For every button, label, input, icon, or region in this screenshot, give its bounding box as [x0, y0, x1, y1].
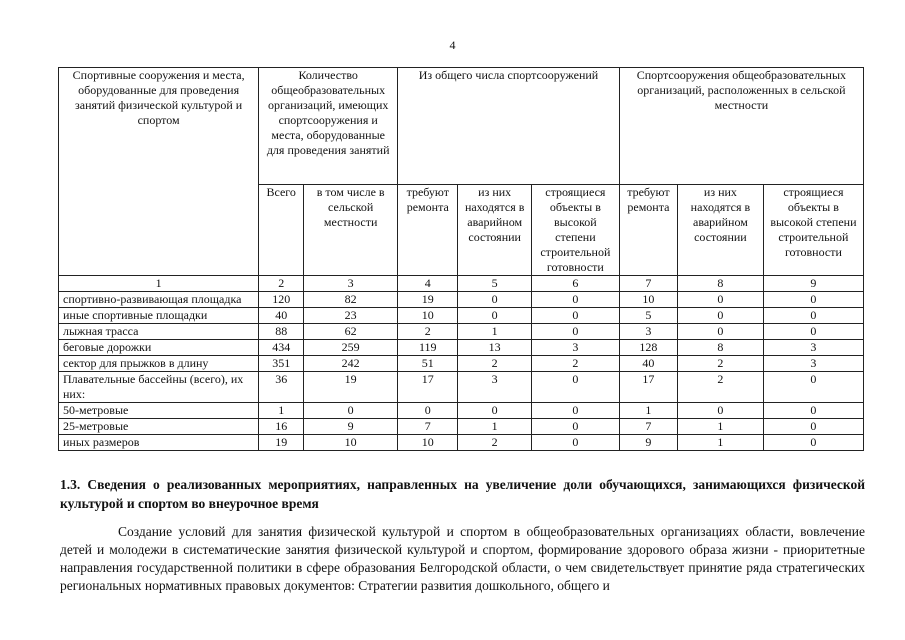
section-heading: 1.3. Сведения о реализованных мероприятиях, направленных на увеличение доли обучающихся, занимающихся физической культурой и спортом во внеурочное время	[60, 477, 865, 511]
table-cell: 2	[531, 356, 619, 372]
row-label: 50-метровые	[59, 403, 259, 419]
table-cell: 0	[763, 372, 863, 403]
row-label: иных размеров	[59, 435, 259, 451]
subheader-rural-need-repair: требуют ремонта	[619, 185, 677, 276]
table-cell: 3	[531, 340, 619, 356]
column-number: 3	[304, 276, 398, 292]
row-label: спортивно-развивающая площадка	[59, 292, 259, 308]
row-label: Плавательные бассейны (всего), их них:	[59, 372, 259, 403]
table-cell: 10	[619, 292, 677, 308]
table-cell: 40	[619, 356, 677, 372]
table-cell: 0	[458, 403, 532, 419]
table-cell: 3	[619, 324, 677, 340]
table-cell: 434	[259, 340, 304, 356]
header-facilities: Спортивные сооружения и места, оборудованные для проведения занятий физической культурой и спортом	[59, 68, 259, 276]
table-cell: 0	[763, 403, 863, 419]
table-cell: 0	[531, 419, 619, 435]
subheader-need-repair: требуют ремонта	[398, 185, 458, 276]
table-cell: 1	[678, 419, 764, 435]
column-number: 6	[531, 276, 619, 292]
table-cell: 0	[531, 308, 619, 324]
table-cell: 0	[763, 308, 863, 324]
subheader-total: Всего	[259, 185, 304, 276]
table-cell: 0	[763, 419, 863, 435]
table-cell: 7	[398, 419, 458, 435]
page-number: 4	[449, 38, 456, 52]
table-row	[59, 403, 864, 419]
table-cell: 2	[458, 356, 532, 372]
table-cell: 0	[458, 292, 532, 308]
table-cell: 1	[678, 435, 764, 451]
table-cell: 0	[678, 308, 764, 324]
column-number: 7	[619, 276, 677, 292]
table-cell: 23	[304, 308, 398, 324]
row-label: лыжная трасса	[59, 324, 259, 340]
table-row	[59, 372, 864, 403]
table-cell: 13	[458, 340, 532, 356]
table-cell: 0	[678, 403, 764, 419]
table-cell: 1	[458, 419, 532, 435]
table-row	[59, 308, 864, 324]
table-cell: 0	[531, 403, 619, 419]
subheader-emergency: из них находятся в аварийном состоянии	[458, 185, 532, 276]
body-paragraph: Создание условий для занятия физической культурой и спортом в общеобразовательных организациях области, вовлечение детей и молодежи в систематические занятия физической культурой и спортом, формирование здорового образа жизни - приоритетные направления государственной политики в сфере образования Белгородской области, о чем свидетельствует принятие ряда стратегических региональных нормативных правовых документов: Стратегии развития дошкольного, общего и	[60, 524, 865, 593]
column-number: 9	[763, 276, 863, 292]
row-label: беговые дорожки	[59, 340, 259, 356]
table-cell: 2	[458, 435, 532, 451]
table-cell: 0	[678, 292, 764, 308]
table-cell: 10	[398, 308, 458, 324]
table-cell: 19	[259, 435, 304, 451]
table-cell: 5	[619, 308, 677, 324]
row-label: 25-метровые	[59, 419, 259, 435]
table-cell: 119	[398, 340, 458, 356]
table-cell: 2	[678, 356, 764, 372]
table-cell: 10	[304, 435, 398, 451]
table-cell: 1	[259, 403, 304, 419]
table-cell: 3	[763, 356, 863, 372]
header-org-count: Количество общеобразовательных организаций, имеющих спортсооружения и места, оборудованные для проведения занятий	[259, 68, 398, 185]
row-label: сектор для прыжков в длину	[59, 356, 259, 372]
column-number: 4	[398, 276, 458, 292]
table-cell: 2	[678, 372, 764, 403]
table-cell: 0	[531, 372, 619, 403]
table-cell: 242	[304, 356, 398, 372]
table-cell: 351	[259, 356, 304, 372]
table-cell: 8	[678, 340, 764, 356]
subheader-rural-under-construction: строящиеся объекты в высокой степени строительной готовности	[763, 185, 863, 276]
table-cell: 1	[458, 324, 532, 340]
column-numbers-row	[59, 276, 864, 292]
table-cell: 51	[398, 356, 458, 372]
column-number: 2	[259, 276, 304, 292]
table-cell: 10	[398, 435, 458, 451]
table-cell: 17	[619, 372, 677, 403]
table-row	[59, 356, 864, 372]
table-cell: 0	[304, 403, 398, 419]
table-cell: 0	[531, 292, 619, 308]
table-cell: 1	[619, 403, 677, 419]
table-cell: 19	[304, 372, 398, 403]
table-cell: 128	[619, 340, 677, 356]
table-cell: 16	[259, 419, 304, 435]
column-number: 1	[59, 276, 259, 292]
table-cell: 62	[304, 324, 398, 340]
table-cell: 36	[259, 372, 304, 403]
table-cell: 0	[531, 324, 619, 340]
column-number: 8	[678, 276, 764, 292]
subheader-under-construction: строящиеся объекты в высокой степени строительной готовности	[531, 185, 619, 276]
table-cell: 7	[619, 419, 677, 435]
table-cell: 9	[304, 419, 398, 435]
column-number: 5	[458, 276, 532, 292]
table-row	[59, 324, 864, 340]
table-cell: 0	[398, 403, 458, 419]
table-cell: 3	[458, 372, 532, 403]
table-cell: 40	[259, 308, 304, 324]
table-cell: 0	[678, 324, 764, 340]
table-cell: 0	[531, 435, 619, 451]
sports-facilities-table	[58, 67, 864, 451]
table-cell: 9	[619, 435, 677, 451]
row-label: иные спортивные площадки	[59, 308, 259, 324]
header-rural: Спортсооружения общеобразовательных организаций, расположенных в сельской местности	[619, 68, 863, 185]
table-row	[59, 419, 864, 435]
subheader-rural-emergency: из них находятся в аварийном состоянии	[678, 185, 764, 276]
table-cell: 2	[398, 324, 458, 340]
table-cell: 0	[458, 308, 532, 324]
table-cell: 120	[259, 292, 304, 308]
table-row	[59, 340, 864, 356]
table-cell: 259	[304, 340, 398, 356]
table-cell: 0	[763, 324, 863, 340]
table-cell: 19	[398, 292, 458, 308]
table-row	[59, 435, 864, 451]
table-cell: 88	[259, 324, 304, 340]
header-of-total: Из общего числа спортсооружений	[398, 68, 620, 185]
table-row	[59, 292, 864, 308]
table-cell: 0	[763, 292, 863, 308]
table-cell: 3	[763, 340, 863, 356]
table-cell: 17	[398, 372, 458, 403]
subheader-rural: в том числе в сельской местности	[304, 185, 398, 276]
table-cell: 0	[763, 435, 863, 451]
table-cell: 82	[304, 292, 398, 308]
